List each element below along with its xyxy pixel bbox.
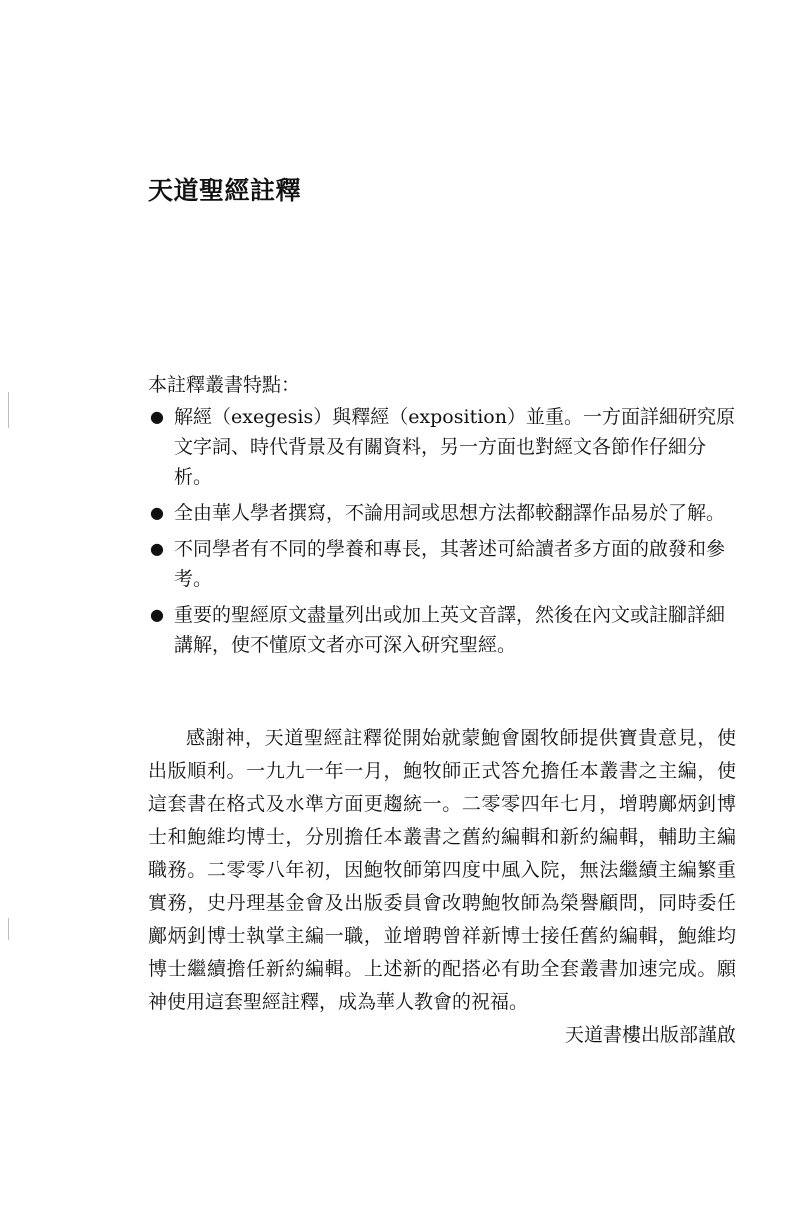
feature-text: 不同學者有不同的學養和專長，其著述可給讀者多方面的啟發和參考。 — [174, 538, 726, 590]
acknowledgement-section — [148, 722, 736, 1052]
scan-margin-mark — [8, 392, 9, 428]
feature-text: 全由華人學者撰寫，不論用詞或思想方法都較翻譯作品易於了解。 — [174, 502, 726, 524]
features-section — [148, 370, 738, 666]
bullet-icon: ● — [150, 503, 164, 522]
feature-item-original-text — [148, 600, 738, 660]
scan-margin-mark — [8, 918, 9, 940]
bullet-icon: ● — [150, 539, 164, 558]
feature-text: 重要的聖經原文盡量列出或加上英文音譯，然後在內文或註腳詳細講解，使不懂原文者亦可深入研究聖經。 — [174, 604, 726, 656]
bullet-icon: ● — [150, 407, 164, 426]
publisher-signature: 天道書樓出版部謹啟 — [564, 1024, 736, 1046]
feature-item-diverse-scholars — [148, 534, 738, 594]
page-title: 天道聖經註釋 — [148, 176, 302, 205]
feature-text: 解經（exegesis）與釋經（exposition）並重。一方面詳細研究原文字詞、時代背景及有關資料，另一方面也對經文各節作仔細分析。 — [174, 406, 735, 488]
features-heading: 本註釋叢書特點： — [148, 374, 301, 396]
feature-item-chinese-authors — [148, 498, 738, 528]
bullet-icon: ● — [150, 605, 164, 624]
feature-item-exegesis — [148, 402, 738, 492]
feature-list — [148, 402, 738, 660]
acknowledgement-paragraph: 感謝神，天道聖經註釋從開始就蒙鮑會園牧師提供寶貴意見，使出版順利。一九九一年一月，鮑牧師正式答允擔任本叢書之主編，使這套書在格式及水準方面更趨統一。二零零四年七月，增聘鄺炳釗博士和鮑維均博士，分別擔任本叢書之舊約編輯和新約編輯，輔助主編職務。二零零八年初，因鮑牧師第四度中風入院，無法繼續主編繁重實務，史丹理基金會及出版委員會改聘鮑牧師為榮譽顧問，同時委任鄺炳釗博士執掌主編一職，並增聘曾祥新博士接任舊約編輯，鮑維均博士繼續擔任新約編輯。上述新的配搭必有助全套叢書加速完成。願神使用這套聖經註釋，成為華人教會的祝福。 — [148, 727, 736, 1013]
